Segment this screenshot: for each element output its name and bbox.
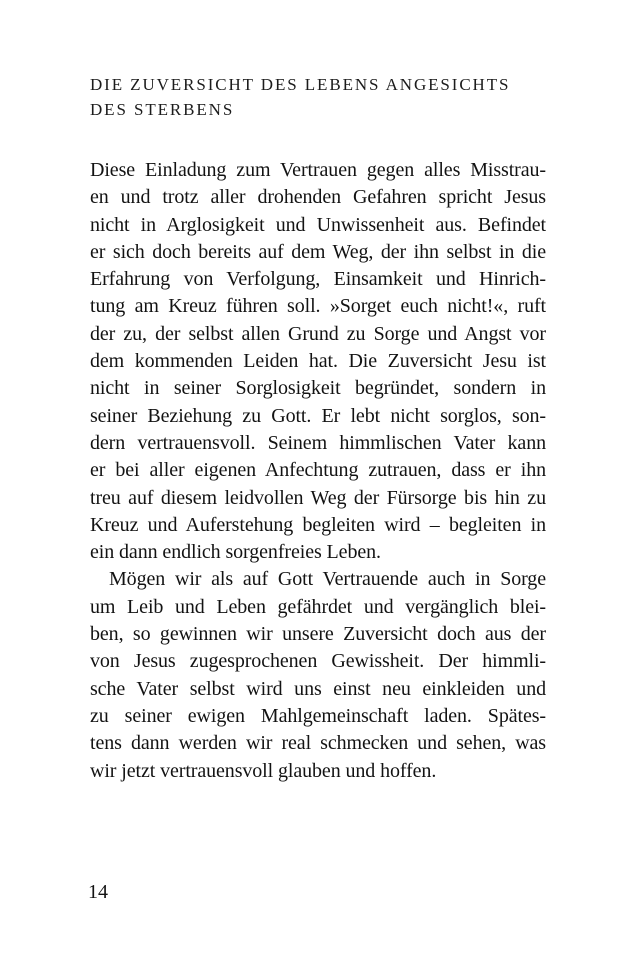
text-line: nicht in Arglosigkeit und Unwissenheit aus. Befindet xyxy=(90,213,546,236)
text-line: zu seiner ewigen Mahlgemeinschaft laden. Spätes- xyxy=(90,704,546,727)
chapter-heading-line-2: DES STERBENS xyxy=(90,100,235,119)
page-number: 14 xyxy=(88,881,108,903)
text-line: er bei aller eigenen Anfechtung zutrauen, dass er ihn xyxy=(90,459,546,482)
text-line: er sich doch bereits auf dem Weg, der ihn selbst in die xyxy=(90,240,546,263)
text-line: dem kommenden Leiden hat. Die Zuversicht Jesu ist xyxy=(90,350,546,373)
text-line: tung am Kreuz führen soll. »Sorget euch nicht!«, ruft xyxy=(90,295,546,318)
text-line: sche Vater selbst wird uns einst neu einkleiden und xyxy=(90,677,546,700)
text-line: wir jetzt vertrauensvoll glauben und hoffen. xyxy=(90,759,437,782)
text-line: Diese Einladung zum Vertrauen gegen alles Misstrau- xyxy=(90,159,546,181)
text-line: treu auf diesem leidvollen Weg der Fürsorge bis hin zu xyxy=(90,486,546,509)
text-line: ben, so gewinnen wir unsere Zuversicht doch aus der xyxy=(90,623,546,646)
text-line: seiner Beziehung zu Gott. Er lebt nicht sorglos, son- xyxy=(90,404,546,427)
text-line: Mögen wir als auf Gott Vertrauende auch in Sorge xyxy=(109,568,546,591)
text-line: Kreuz und Auferstehung begleiten wird – begleiten in xyxy=(90,513,546,536)
text-line: Erfahrung von Verfolgung, Einsamkeit und Hinrich- xyxy=(90,268,546,291)
text-line: um Leib und Leben gefährdet und vergänglich blei- xyxy=(90,595,546,618)
body-text xyxy=(90,157,546,785)
text-line: der zu, der selbst allen Grund zu Sorge und Angst vor xyxy=(90,322,546,345)
text-line: dern vertrauensvoll. Seinem himmlischen Vater kann xyxy=(90,431,546,454)
text-line: ein dann endlich sorgenfreies Leben. xyxy=(90,541,381,564)
chapter-heading-line-1: DIE ZUVERSICHT DES LEBENS ANGESICHTS xyxy=(90,75,511,94)
text-line: von Jesus zugesprochenen Gewissheit. Der himmli- xyxy=(90,650,546,673)
text-line: nicht in seiner Sorglosigkeit begründet, sondern in xyxy=(90,377,546,400)
text-line: en und trotz aller drohenden Gefahren spricht Jesus xyxy=(90,186,546,209)
text-line: tens dann werden wir real schmecken und sehen, was xyxy=(90,732,546,755)
chapter-heading xyxy=(90,72,570,122)
